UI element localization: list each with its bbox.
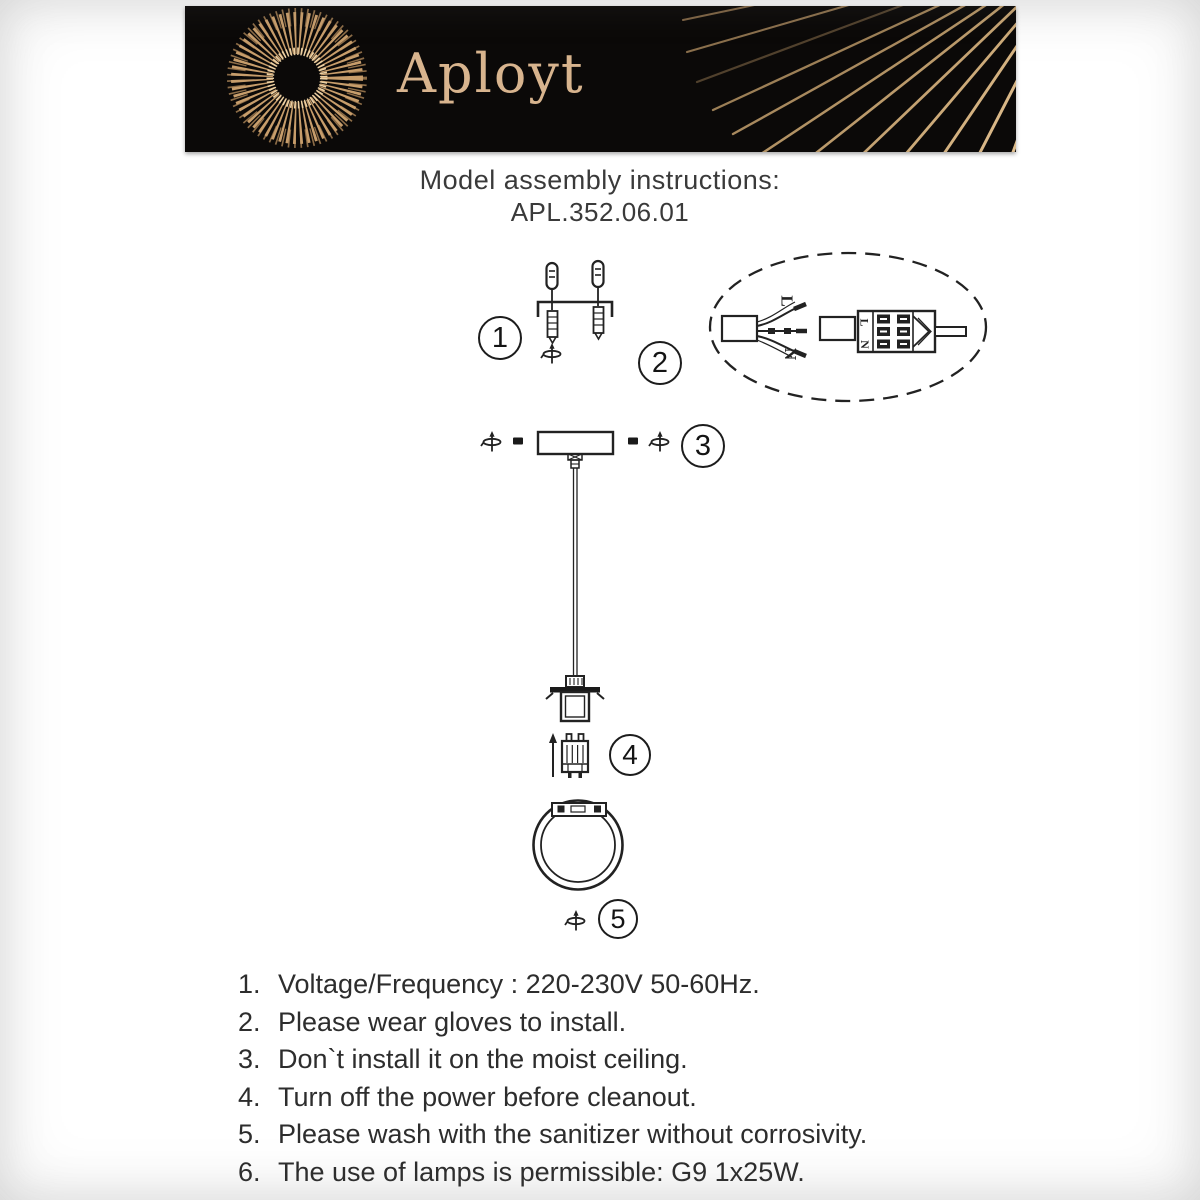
step-number-5: 5 [598, 899, 638, 939]
lamp-holder [546, 676, 604, 721]
item-number: 5. [238, 1119, 261, 1149]
item-number: 3. [238, 1044, 261, 1074]
step1-mounting-hardware [538, 261, 612, 364]
item-number: 1. [238, 969, 261, 999]
item-text: Don`t install it on the moist ceiling. [278, 1044, 688, 1074]
item-text: The use of lamps is permissible: G9 1x25W. [278, 1156, 805, 1187]
instructions-list [238, 966, 998, 1191]
step3-canopy [481, 431, 669, 468]
list-item [238, 1116, 998, 1154]
step4-bulb [549, 733, 588, 778]
item-number: 4. [238, 1081, 261, 1112]
item-number: 6. [238, 1156, 261, 1187]
item-text: Voltage/Frequency : 220-230V 50-60Hz. [278, 969, 760, 999]
item-number: 2. [238, 1006, 261, 1037]
step2-wiring-detail [710, 253, 986, 401]
step-number-3: 3 [681, 424, 725, 468]
title-heading: Model assembly instructions: [419, 165, 781, 195]
brand-wordmark: Aployt [397, 42, 585, 105]
list-item [238, 1004, 998, 1042]
item-text: Please wash with the sanitizer without corrosivity. [278, 1119, 868, 1149]
terminal-live-label: L [857, 318, 872, 327]
list-item [238, 966, 998, 1004]
list-item [238, 1079, 998, 1117]
step-number-1: 1 [478, 316, 522, 360]
item-text: Please wear gloves to install. [278, 1006, 627, 1037]
item-text: Turn off the power before cleanout. [278, 1081, 697, 1112]
model-number: APL.352.06.01 [510, 197, 690, 227]
neutral-wire-label: N [781, 347, 801, 361]
suspension-wire [574, 468, 578, 676]
live-wire-label: L [777, 295, 797, 307]
terminal-neutral-label: N [857, 340, 872, 349]
list-item [238, 1154, 998, 1192]
list-item [238, 1041, 998, 1079]
step-number-2: 2 [638, 341, 682, 385]
step-number-4: 4 [609, 734, 651, 776]
